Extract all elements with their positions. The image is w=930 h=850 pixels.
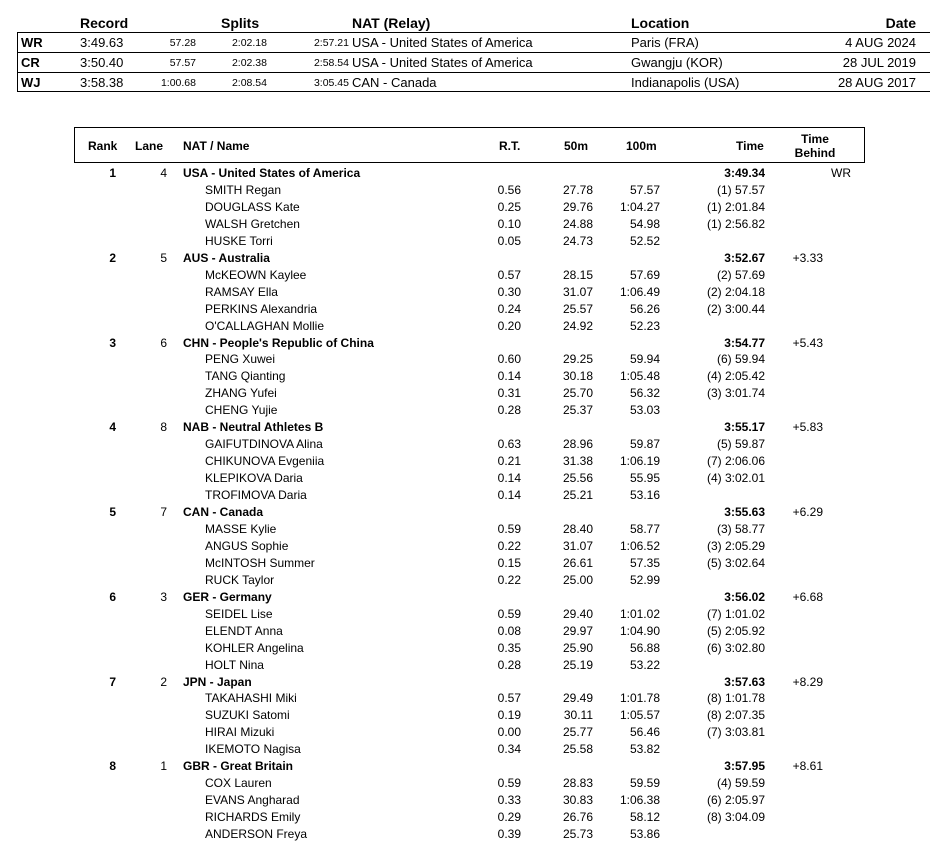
record-code: WJ [21,75,41,90]
nat-relay-header: NAT (Relay) [352,15,431,31]
cumulative-time: (6) 2:05.97 [706,793,765,808]
swimmer-name: SEIDEL Lise [205,606,273,621]
record-split-2: 2:02.18 [231,37,267,49]
team-row [0,674,930,691]
team-time: 3:52.67 [724,250,765,265]
swimmer-row [0,741,930,758]
swimmer-row [0,707,930,724]
split-50m: 25.37 [562,403,593,418]
split-100m: 59.59 [629,776,660,791]
split-100m: 56.26 [629,301,660,316]
team-rank: 7 [109,674,116,689]
split-50m: 28.40 [562,521,593,536]
record-location: Indianapolis (USA) [631,75,740,90]
split-50m: 26.61 [562,555,593,570]
split-50m: 24.73 [562,233,593,248]
nat-name-header: NAT / Name [183,139,250,153]
cumulative-time: (6) 3:02.80 [706,640,765,655]
team-lane: 3 [160,589,167,604]
split-100m: 53.86 [629,827,660,842]
split-50m: 25.58 [562,742,593,757]
swimmer-row [0,318,930,335]
record-header: Record [80,15,129,31]
time-behind-header-line2: Behind [794,146,836,160]
team-lane: 2 [160,674,167,689]
cumulative-time: (7) 1:01.02 [706,606,765,621]
split-50m: 25.77 [562,725,593,740]
split-100m: 56.88 [629,640,660,655]
swimmer-name: TROFIMOVA Daria [205,488,307,503]
team-row [0,504,930,521]
swimmer-name: McKEOWN Kaylee [205,267,307,282]
records-table [0,0,930,92]
reaction-time: 0.59 [497,606,521,621]
team-lane: 1 [160,759,167,774]
split-100m: 56.32 [629,386,660,401]
team-time-behind: +8.29 [792,674,823,689]
team-lane: 4 [160,166,167,180]
split-100m: 53.82 [629,742,660,757]
reaction-time: 0.39 [497,827,521,842]
split-50m: 27.78 [562,182,593,197]
cumulative-time: (8) 2:07.35 [706,708,765,723]
reaction-time: 0.30 [497,284,521,299]
cumulative-time: (7) 2:06.06 [706,454,765,469]
split-50m: 28.15 [562,267,593,282]
cumulative-time: (7) 3:03.81 [706,725,765,740]
split-50m: 29.97 [562,623,593,638]
swimmer-name: CHENG Yujie [205,403,278,418]
swimmer-name: RICHARDS Emily [205,810,301,825]
swimmer-row [0,233,930,250]
team-rank: 1 [109,166,116,180]
swimmer-row [0,301,930,318]
reaction-time: 0.28 [497,657,521,672]
record-split-1: 57.28 [169,37,196,49]
split-50m: 29.40 [562,606,593,621]
reaction-time: 0.19 [497,708,521,723]
split-100m-header: 100m [626,139,657,153]
results-body [0,165,930,850]
split-100m: 53.22 [629,657,660,672]
swimmer-row [0,657,930,674]
record-split-3: 2:58.54 [313,57,349,69]
split-100m: 57.35 [629,555,660,570]
reaction-time: 0.31 [497,386,521,401]
record-row [0,72,930,92]
swimmer-row [0,826,930,843]
swimmer-row [0,436,930,453]
split-50m: 30.11 [563,708,593,723]
team-rank: 6 [109,589,116,604]
team-time-behind: +5.83 [792,420,823,435]
split-100m: 53.16 [629,488,660,503]
split-100m: 58.77 [629,521,660,536]
reaction-time: 0.59 [497,776,521,791]
record-split-3: 3:05.45 [313,77,349,89]
lane-header: Lane [135,139,164,153]
team-name: GER - Germany [183,589,272,604]
reaction-time: 0.63 [497,437,521,452]
split-100m: 58.12 [629,810,660,825]
record-nat: USA - United States of America [352,55,533,70]
team-name: JPN - Japan [183,674,252,689]
swimmer-name: EVANS Angharad [205,793,300,808]
reaction-time: 0.20 [497,318,521,333]
record-nat: CAN - Canada [352,75,437,90]
split-100m: 1:06.52 [619,538,660,553]
swimmer-name: HOLT Nina [205,657,264,672]
team-name: GBR - Great Britain [183,759,294,774]
record-split-2: 2:02.38 [231,57,267,69]
cumulative-time: (4) 3:02.01 [706,471,765,486]
reaction-time: 0.10 [497,216,521,231]
split-50m: 30.18 [562,369,593,384]
cumulative-time: (2) 57.69 [716,267,765,282]
cumulative-time: (5) 2:05.92 [706,623,765,638]
reaction-time: 0.00 [497,725,521,740]
reaction-time: 0.57 [497,267,521,282]
team-time-behind: +6.68 [792,589,823,604]
split-100m: 1:01.78 [619,691,660,706]
swimmer-name: KOHLER Angelina [205,640,304,655]
team-time: 3:49.34 [724,166,765,180]
record-location: Gwangju (KOR) [631,55,723,70]
swimmer-name: RAMSAY Ella [205,284,278,299]
team-time-behind: +3.33 [792,250,823,265]
team-row [0,335,930,352]
team-row [0,250,930,267]
team-rank: 4 [109,420,116,435]
reaction-time: 0.08 [497,623,521,638]
swimmer-row [0,402,930,419]
swimmer-name: IKEMOTO Nagisa [205,742,301,757]
cumulative-time: (3) 3:01.74 [706,386,765,401]
split-100m: 54.98 [629,216,660,231]
cumulative-time: (1) 2:01.84 [706,199,765,214]
split-100m: 1:05.57 [619,708,660,723]
record-split-1: 1:00.68 [160,77,196,89]
split-50m: 25.21 [562,488,593,503]
record-row [0,52,930,72]
split-100m: 52.99 [629,572,660,587]
cumulative-time: (2) 3:00.44 [706,301,765,316]
swimmer-row [0,385,930,402]
cumulative-time: (8) 3:04.09 [706,810,765,825]
swimmer-name: ANGUS Sophie [205,538,289,553]
split-100m: 52.52 [629,233,660,248]
reaction-time: 0.29 [497,810,521,825]
team-row [0,589,930,606]
swimmer-row [0,199,930,216]
swimmer-name: WALSH Gretchen [205,216,300,231]
team-time: 3:57.63 [724,674,765,689]
team-name: CAN - Canada [183,505,264,519]
team-lane: 8 [160,420,167,435]
record-date: 4 AUG 2024 [845,35,916,50]
team-name: USA - United States of America [183,166,361,180]
reaction-time: 0.14 [497,488,521,503]
swimmer-row [0,606,930,623]
split-100m: 55.95 [629,471,660,486]
split-100m: 1:01.02 [619,606,660,621]
swimmer-row [0,690,930,707]
record-location: Paris (FRA) [631,35,699,50]
cumulative-time: (4) 59.59 [716,776,765,791]
swimmer-row [0,792,930,809]
reaction-time: 0.15 [497,555,521,570]
split-100m: 1:04.27 [619,199,660,214]
swimmer-name: KLEPIKOVA Daria [205,471,303,486]
split-100m: 59.94 [629,352,660,367]
split-50m: 29.49 [562,691,593,706]
reaction-time: 0.05 [497,233,521,248]
swimmer-row [0,809,930,826]
split-50m: 31.07 [562,538,593,553]
split-50m: 25.90 [562,640,593,655]
record-code: WR [21,35,43,50]
split-100m: 1:06.49 [619,284,660,299]
team-time: 3:54.77 [724,335,765,350]
split-50m: 25.70 [562,386,593,401]
split-50m: 28.96 [562,437,593,452]
swimmer-name: SUZUKI Satomi [205,708,290,723]
record-split-3: 2:57.21 [313,37,349,49]
team-name: AUS - Australia [183,250,270,265]
split-50m: 31.38 [562,454,593,469]
record-nat: USA - United States of America [352,35,533,50]
team-time: 3:55.17 [724,420,765,435]
team-time-behind: +6.29 [792,505,823,519]
split-100m: 57.57 [629,182,660,197]
swimmer-name: GAIFUTDINOVA Alina [205,437,323,452]
cumulative-time: (1) 2:56.82 [706,216,765,231]
split-50m: 28.83 [562,776,593,791]
record-split-1: 57.57 [169,57,196,69]
reaction-time: 0.24 [497,301,521,316]
swimmer-row [0,521,930,538]
swimmer-name: MASSE Kylie [205,521,277,536]
team-name: NAB - Neutral Athletes B [183,420,324,435]
split-100m: 57.69 [629,267,660,282]
date-header: Date [885,15,916,31]
split-50m: 29.76 [562,199,593,214]
team-row [0,758,930,775]
split-100m: 53.03 [629,403,660,418]
swimmer-row [0,724,930,741]
record-code: CR [21,55,40,70]
team-rank: 5 [109,505,116,519]
cumulative-time: (8) 1:01.78 [706,691,765,706]
swimmer-row [0,351,930,368]
swimmer-name: CHIKUNOVA Evgeniia [205,454,325,469]
record-time: 3:58.38 [80,75,124,90]
swimmer-name: RUCK Taylor [205,572,275,587]
swimmer-name: PERKINS Alexandria [205,301,318,316]
swimmer-name: DOUGLASS Kate [205,199,300,214]
swimmer-row [0,470,930,487]
team-row [0,165,930,182]
swimmer-row [0,368,930,385]
record-time: 3:50.40 [80,55,124,70]
split-100m: 1:04.90 [619,623,660,638]
reaction-time: 0.59 [497,521,521,536]
team-time: 3:57.95 [724,759,765,774]
reaction-time: 0.21 [497,454,521,469]
reaction-time: 0.34 [497,742,521,757]
split-100m: 1:06.19 [619,454,660,469]
swimmer-name: ZHANG Yufei [205,386,277,401]
team-time-behind: +8.61 [792,759,823,774]
split-100m: 56.46 [629,725,660,740]
split-100m: 59.87 [629,437,660,452]
swimmer-row [0,453,930,470]
split-50m: 26.76 [562,810,593,825]
swimmer-name: TANG Qianting [205,369,286,384]
rank-header: Rank [88,139,118,153]
team-row [0,419,930,436]
team-time: 3:55.63 [724,505,765,519]
swimmer-name: PENG Xuwei [205,352,276,367]
reaction-time: 0.60 [497,352,521,367]
split-100m: 1:05.48 [619,369,660,384]
cumulative-time: (3) 2:05.29 [706,538,765,553]
reaction-time: 0.28 [497,403,521,418]
cumulative-time: (4) 2:05.42 [706,369,765,384]
split-50m: 29.25 [562,352,593,367]
location-header: Location [631,15,690,31]
swimmer-row [0,487,930,504]
reaction-time: 0.57 [497,691,521,706]
swimmer-row [0,640,930,657]
swimmer-name: HUSKE Torri [205,233,273,248]
cumulative-time: (1) 57.57 [716,182,765,197]
swimmer-name: SMITH Regan [205,182,282,197]
cumulative-time: (2) 2:04.18 [706,284,765,299]
reaction-time: 0.22 [497,572,521,587]
swimmer-name: TAKAHASHI Miki [205,691,297,706]
split-50m: 31.07 [562,284,593,299]
swimmer-row [0,284,930,301]
swimmer-row [0,572,930,589]
split-50m-header: 50m [564,139,589,153]
record-time: 3:49.63 [80,35,124,50]
record-row [0,32,930,52]
record-date: 28 AUG 2017 [837,75,916,90]
swimmer-name: McINTOSH Summer [205,555,315,570]
split-50m: 25.19 [562,657,593,672]
swimmer-name: ELENDT Anna [205,623,283,638]
team-lane: 5 [160,250,167,265]
reaction-time: 0.33 [497,793,521,808]
cumulative-time: (6) 59.94 [716,352,765,367]
record-split-2: 2:08.54 [231,77,267,89]
swimmer-row [0,216,930,233]
swimmer-name: COX Lauren [205,776,272,791]
team-rank: 2 [109,250,116,265]
split-100m: 1:06.38 [619,793,660,808]
split-50m: 25.56 [562,471,593,486]
time-behind-header-line1: Time [801,132,829,146]
split-50m: 25.57 [562,301,593,316]
reaction-time: 0.14 [497,471,521,486]
swimmer-name: O'CALLAGHAN Mollie [205,318,324,333]
record-badge: WR [831,166,851,180]
swimmer-row [0,623,930,640]
split-50m: 24.92 [562,318,593,333]
results-header [74,127,865,163]
team-time-behind: +5.43 [792,335,823,350]
swimmer-name: HIRAI Mizuki [205,725,275,740]
team-lane: 7 [160,505,167,519]
time-header: Time [736,139,764,153]
swimmer-row [0,182,930,199]
reaction-time: 0.25 [497,199,521,214]
records-header [0,0,930,32]
split-50m: 25.73 [562,827,593,842]
reaction-time: 0.56 [497,182,521,197]
record-date: 28 JUL 2019 [842,55,916,70]
reaction-time: 0.14 [497,369,521,384]
team-lane: 6 [160,335,167,350]
cumulative-time: (5) 59.87 [716,437,765,452]
swimmer-row [0,538,930,555]
split-50m: 30.83 [562,793,593,808]
reaction-time: 0.35 [497,640,521,655]
split-100m: 52.23 [629,318,660,333]
swimmer-row [0,267,930,284]
reaction-time: 0.22 [497,538,521,553]
reaction-time-header: R.T. [499,139,521,153]
cumulative-time: (5) 3:02.64 [706,555,765,570]
team-time: 3:56.02 [724,589,765,604]
splits-header: Splits [221,15,260,31]
split-50m: 24.88 [562,216,593,231]
team-name: CHN - People's Republic of China [183,335,374,350]
team-rank: 3 [109,335,116,350]
swimmer-row [0,555,930,572]
swimmer-name: ANDERSON Freya [205,827,308,842]
team-rank: 8 [109,759,116,774]
cumulative-time: (3) 58.77 [716,521,765,536]
swimmer-row [0,775,930,792]
split-50m: 25.00 [562,572,593,587]
